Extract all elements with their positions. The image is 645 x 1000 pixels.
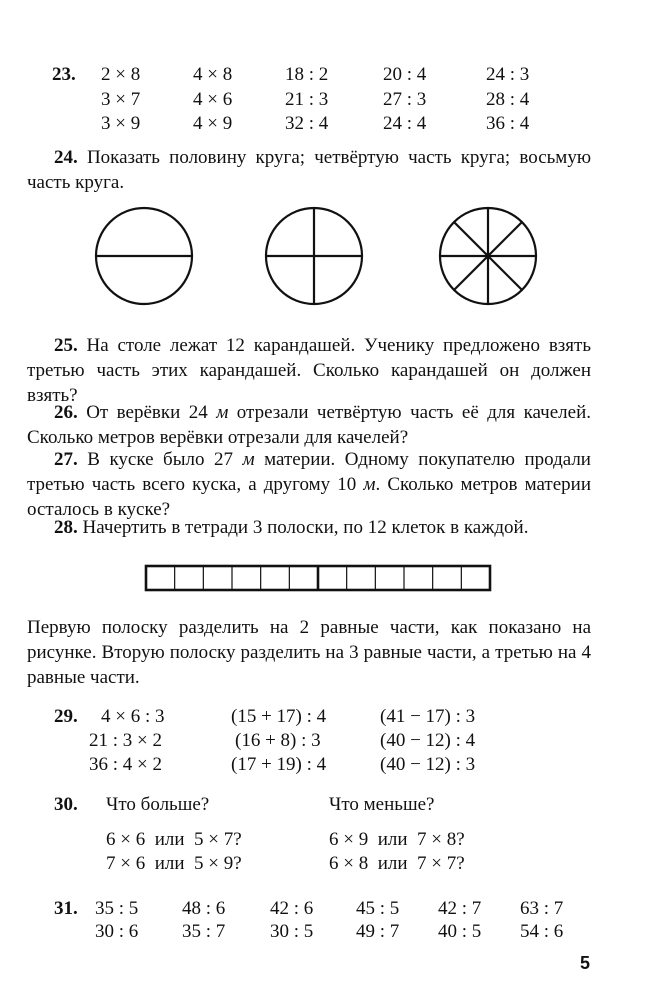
strip-figure [144,563,492,593]
exercise-28 [27,515,591,540]
expr: 49 : 7 [356,921,400,942]
exercise-23-number: 23. [52,64,76,85]
expr: 54 : 6 [520,921,564,942]
expr: 24 : 4 [383,113,427,134]
expr: 27 : 3 [383,89,427,110]
exercise-24-text: Показать половину круга; четвёртую часть круга; восьмую часть круга. [27,147,592,193]
expr: 20 : 4 [383,64,427,85]
unit-meters: м [216,402,229,423]
exercise-26-text: От верёвки 24 [86,402,217,423]
expr: 2 × 8 [101,64,141,85]
unit-meters: м [242,449,255,470]
expr: 4 × 6 [193,89,233,110]
page-number: 5 [580,953,591,973]
expr: 63 : 7 [520,898,564,919]
exercise-28-number: 28. [54,517,78,538]
expr: 40 : 5 [438,921,482,942]
expr: 30 : 6 [95,921,139,942]
circles-figure [0,198,645,313]
expr: 4 × 6 : 3 [101,706,165,727]
exercise-27-number: 27. [54,449,78,470]
exercise-29-number: 29. [54,706,78,727]
expr: 24 : 3 [486,64,530,85]
left-title: Что больше? [106,794,210,815]
exercise-28-instructions [27,615,591,690]
exercise-25-text: На столе лежат 12 карандашей. Ученику предложено взять третью часть этих карандашей. Сколько карандашей он должен взять? [27,335,592,406]
exercise-28-text: Начертить в тетради 3 полоски, по 12 клеток в каждой. [82,517,529,538]
exercise-31-number: 31. [54,898,78,919]
expr: 21 : 3 [285,89,329,110]
expr: 36 : 4 × 2 [89,754,162,775]
exercise-28-after-text: Первую полоску разделить на 2 равные части, как показано на рисунке. Вторую полоску разделить на 3 равные части, а третью на 4 равные части. [27,617,591,688]
expr: 28 : 4 [486,89,530,110]
expr: 35 : 5 [95,898,139,919]
expr: 35 : 7 [182,921,226,942]
comparison: 6 × 8 или 7 × 7? [329,853,465,874]
exercise-26 [27,400,591,450]
expr: 42 : 6 [270,898,314,919]
exercise-26-text: отрезали четвёртую часть её для качелей. Сколько метров верёвки отрезали для качелей? [27,402,592,448]
expr: 48 : 6 [182,898,226,919]
exercise-30-number: 30. [54,794,78,815]
expr: 4 × 8 [193,64,233,85]
expr: 3 × 7 [101,89,141,110]
expr: (40 − 12) : 3 [380,754,476,775]
exercise-26-number: 26. [54,402,78,423]
expr: (41 − 17) : 3 [380,706,476,727]
comparison: 6 × 6 или 5 × 7? [106,829,242,850]
expr: 30 : 5 [270,921,314,942]
exercise-24 [27,145,591,195]
expr: 45 : 5 [356,898,400,919]
exercise-27-text: В куске было 27 [87,449,243,470]
expr: (16 + 8) : 3 [235,730,321,751]
expr: (17 + 19) : 4 [231,754,327,775]
exercise-25 [27,333,591,408]
exercise-25-number: 25. [54,335,78,356]
expr: 3 × 9 [101,113,141,134]
expr: 18 : 2 [285,64,329,85]
comparison: 7 × 6 или 5 × 9? [106,853,242,874]
expr: 4 × 9 [193,113,233,134]
exercise-27 [27,447,591,522]
expr: 21 : 3 × 2 [89,730,162,751]
right-title: Что меньше? [329,794,435,815]
expr: 36 : 4 [486,113,530,134]
comparison: 6 × 9 или 7 × 8? [329,829,465,850]
expr: 32 : 4 [285,113,329,134]
exercise-24-number: 24. [54,147,78,168]
expr: 42 : 7 [438,898,482,919]
expr: (15 + 17) : 4 [231,706,327,727]
exercise-27-text: . Сколько метров материи осталось в куске? [27,474,591,520]
expr: (40 − 12) : 4 [380,730,476,751]
exercise-27-text: материи. Одному покупателю продали третью часть всего куска, а другому 10 [27,449,591,495]
unit-meters: м [363,474,376,495]
